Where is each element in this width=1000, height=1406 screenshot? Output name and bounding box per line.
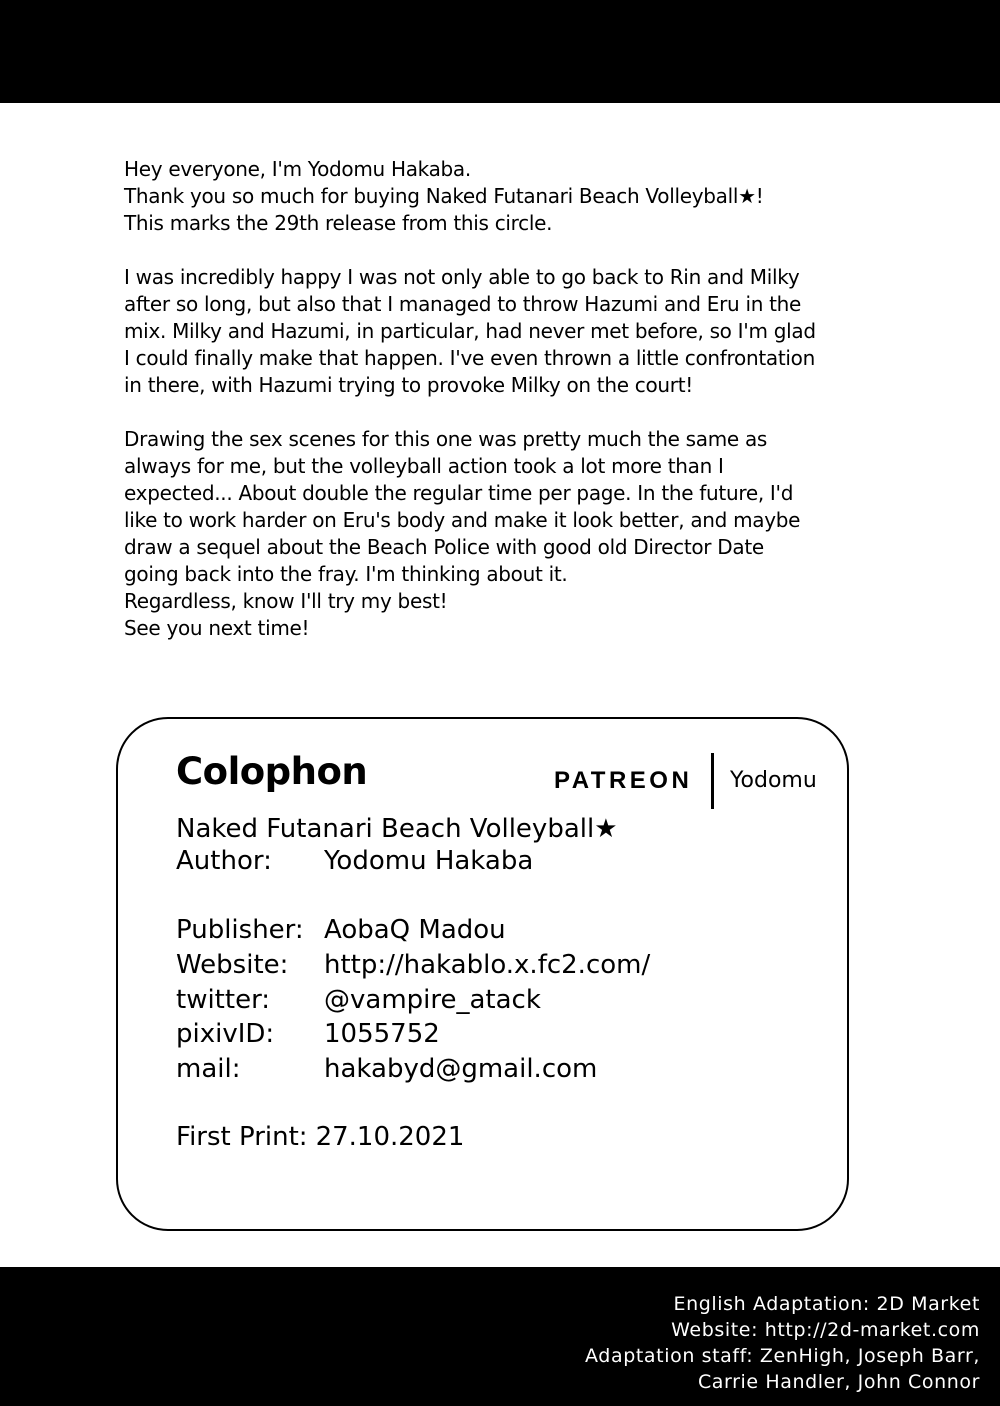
twitter-label: twitter: [176,985,271,1015]
publisher-label: Publisher: [176,915,304,945]
twitter-value: @vampire_atack [324,985,541,1015]
author-row [176,846,533,876]
pixiv-value: 1055752 [324,1019,440,1049]
colophon-box [116,717,849,1231]
afterword-line: going back into the fray. I'm thinking about it. [124,562,568,586]
website-row [176,950,650,980]
afterword-paragraph [124,264,884,399]
afterword-paragraph [124,156,884,237]
twitter-row [176,985,541,1015]
credit-line: Adaptation staff: ZenHigh, Joseph Barr, [585,1345,980,1367]
top-black-bar [0,0,1000,103]
afterword-line: like to work harder on Eru's body and make it look better, and maybe [124,508,801,532]
afterword-line: Thank you so much for buying Naked Futanari Beach Volleyball★! [124,184,764,208]
mail-row [176,1054,597,1084]
book-title: Naked Futanari Beach Volleyball★ [176,814,618,844]
afterword-line: expected... About double the regular time per page. In the future, I'd [124,481,794,505]
patreon-logo: PATREON [554,767,693,794]
afterword-line: This marks the 29th release from this circle. [124,211,553,235]
afterword-line: Hey everyone, I'm Yodomu Hakaba. [124,157,471,181]
afterword-line: after so long, but also that I managed to throw Hazumi and Eru in the [124,292,802,316]
author-label: Author: [176,846,272,876]
afterword-line: Regardless, know I'll try my best! [124,589,448,613]
mail-label: mail: [176,1054,241,1084]
afterword-line: See you next time! [124,616,310,640]
credit-line: Website: http://2d-market.com [671,1319,980,1341]
mail-value: hakabyd@gmail.com [324,1054,598,1084]
pixiv-row [176,1019,440,1049]
pixiv-label: pixivID: [176,1019,275,1049]
afterword-line: mix. Milky and Hazumi, in particular, had never met before, so I'm glad [124,319,816,343]
afterword-line: always for me, but the volleyball action took a lot more than I [124,454,724,478]
credit-line: Carrie Handler, John Connor [697,1371,980,1393]
first-print-row [176,1122,464,1152]
first-print-value: 27.10.2021 [315,1122,465,1152]
afterword-line: I could finally make that happen. I've even thrown a little confrontation [124,346,815,370]
afterword-line: draw a sequel about the Beach Police with good old Director Date [124,535,764,559]
patreon-name: Yodomu [730,768,817,793]
adaptation-credits [585,1291,980,1395]
afterword-line: Drawing the sex scenes for this one was pretty much the same as [124,427,768,451]
first-print-label: First Print: [176,1122,308,1152]
author-value: Yodomu Hakaba [324,846,534,876]
afterword-line: I was incredibly happy I was not only able to go back to Rin and Milky [124,265,800,289]
patreon-divider [711,753,714,809]
website-value: http://hakablo.x.fc2.com/ [324,950,651,980]
publisher-value: AobaQ Madou [324,915,506,945]
credit-line: English Adaptation: 2D Market [673,1293,980,1315]
website-label: Website: [176,950,289,980]
afterword-line: in there, with Hazumi trying to provoke Milky on the court! [124,373,693,397]
publisher-row [176,915,506,945]
colophon-heading: Colophon [176,750,368,793]
afterword-paragraph [124,426,884,642]
afterword-text [124,156,884,669]
bottom-black-bar [0,1267,1000,1406]
